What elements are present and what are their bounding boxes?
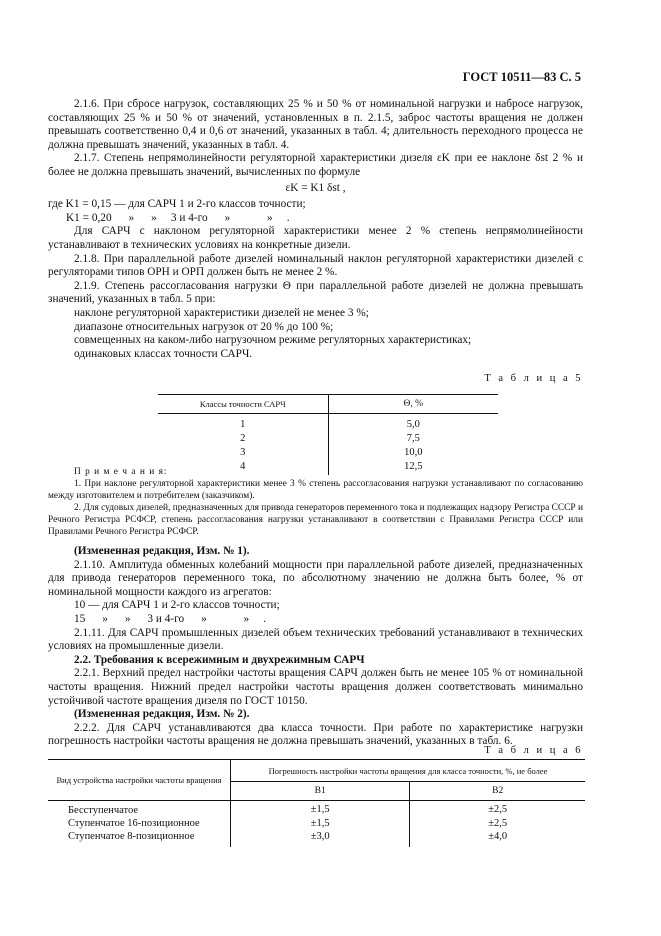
paragraph-2-1-10-item-1: 10 — для САРЧ 1 и 2-го классов точности; (74, 599, 280, 612)
page-header: ГОСТ 10511—83 С. 5 (462, 70, 581, 84)
note-2: 2. Для судовых дизелей, предназначенных для привода генераторов переменного тока и подлежащих надзору Регистра СССР и Речного Регистра РСФСР, степень рассогласования нагрузки устанавливают в соответствии с Правилами Регистра СССР или Правилами Речного Регистра РСФСР. (48, 503, 583, 537)
paragraph-2-1-9: 2.1.9. Степень рассогласования нагрузки Θ при параллельной работе дизелей не должна превышать значений, указанных в табл. 5 при: (48, 279, 583, 306)
table-5-caption: Т а б л и ц а 5 (484, 373, 583, 384)
paragraph-2-2-2: 2.2.2. Для САРЧ устанавливаются два класса точности. При работе по характеристике нагрузки погрешность настройки частоты вращения не должна превышать значений, указанных в табл. 6. (48, 721, 583, 748)
note-1: 1. При наклоне регуляторной характеристики менее 3 % степень рассогласования нагрузки устанавливают по согласованию между изготовителем и потребителем (заказчиком). (48, 479, 583, 501)
list-item: наклоне регуляторной характеристики дизелей не менее 3 %; (74, 306, 369, 319)
table-5-header-class: Классы точности САРЧ (158, 395, 328, 414)
paragraph-2-1-11: 2.1.11. Для САРЧ промышленных дизелей объем технических требований устанавливают в технических условиях на промышленные дизели. (48, 626, 583, 653)
table-6-header-error: Погрешность настройки частоты вращения для класса точности, %, не более (231, 760, 585, 782)
section-2-1-10-to-2-2-2 (48, 545, 583, 749)
table-6-caption: Т а б л и ц а 6 (484, 745, 583, 756)
paragraph-2-1-10-item-2: 15 » » 3 и 4-го » » . (74, 612, 267, 625)
table-6-header-b2: B2 (492, 786, 504, 796)
table-row: Бесступенчатое ±1,5 ±2,5 (48, 801, 585, 817)
paragraph-2-1-7: 2.1.7. Степень непрямолинейности регуляторной характеристики дизеля εK при ее наклоне δst 2 % и более не должна превышать значений, вычисленных по формуле (48, 152, 583, 178)
table-row: Ступенчатое 16-позиционное ±1,5 ±2,5 (48, 817, 585, 831)
table-6-header-b1: B1 (231, 782, 410, 801)
list-item: одинаковых классах точности САРЧ. (74, 347, 253, 360)
table-row: 3 10,0 (158, 446, 498, 460)
paragraph-2-1-8: 2.1.8. При параллельной работе дизелей номинальный наклон регуляторной характеристики дизелей с регуляторами типов ОРН и ОРП должен быть не менее 2 %. (48, 252, 583, 279)
paragraph-2-1-6: 2.1.6. При сбросе нагрузок, составляющих 25 % и 50 % от номинальной нагрузки и набросе нагрузок, составляющих 25 % и 50 % от значений, установленных в п. 2.1.5, заброс частоты вращения не должен превышать соответственно 0,4 и 0,6 от значений, указанных в табл. 4; длительность переходного процесса не должна превышать значений, указанных в табл. 4. (48, 98, 583, 151)
notes-block (48, 466, 583, 538)
edit-note-2: (Измененная редакция, Изм. № 2). (74, 708, 250, 721)
table-row: 2 7,5 (158, 432, 498, 446)
formula-where-1: где K1 = 0,15 — для САРЧ 1 и 2-го классов точности; (48, 198, 306, 211)
table-row: Ступенчатое 8-позиционное ±3,0 ±4,0 (48, 830, 585, 847)
paragraph-2-1-10: 2.1.10. Амплитуда обменных колебаний мощности при параллельной работе дизелей, предназначенных для привода генераторов переменного тока, по абсолютному значению не должна быть более, % от номинальной мощности каждого из агрегатов: (48, 558, 583, 598)
paragraph-2-1-7-b: Для САРЧ с наклоном регуляторной характеристики менее 2 % степень непрямолинейности устанавливают в технических условиях на конкретные дизели. (48, 225, 583, 251)
section-2-1-6-to-2-1-9 (48, 98, 583, 361)
list-item: диапазоне относительных нагрузок от 20 % до 100 %; (74, 320, 334, 333)
table-6-caption-wrap (48, 744, 583, 758)
table-5-caption-wrap (48, 372, 583, 386)
list-item: совмещенных на каком-либо нагрузочном режиме регуляторных характеристиках; (74, 334, 472, 347)
section-2-2-title: 2.2. Требования к всережимным и двухрежимным САРЧ (74, 653, 365, 666)
table-row: 1 5,0 (158, 414, 498, 433)
edit-note-1: (Измененная редакция, Изм. № 1). (74, 545, 250, 557)
paragraph-2-2-1: 2.2.1. Верхний предел настройки частоты вращения САРЧ должен быть не менее 105 % от номинальной частоты вращения. Нижний предел настройки частоты вращения должен соответствовать минимально устойчивой частоте вращения дизеля по ГОСТ 10150. (48, 667, 583, 707)
notes-title: П р и м е ч а н и я: (74, 467, 168, 477)
table-5-header-theta: Θ, % (403, 399, 424, 409)
formula: εK = K1 δst , (285, 181, 346, 194)
table-6 (48, 759, 585, 847)
formula-where-2: K1 = 0,20 » » 3 и 4-го » » . (66, 211, 290, 224)
table-6-header-device: Вид устройства настройки частоты вращения (48, 760, 231, 801)
table-5 (158, 394, 498, 475)
table-row: 4 12,5 (158, 460, 498, 475)
